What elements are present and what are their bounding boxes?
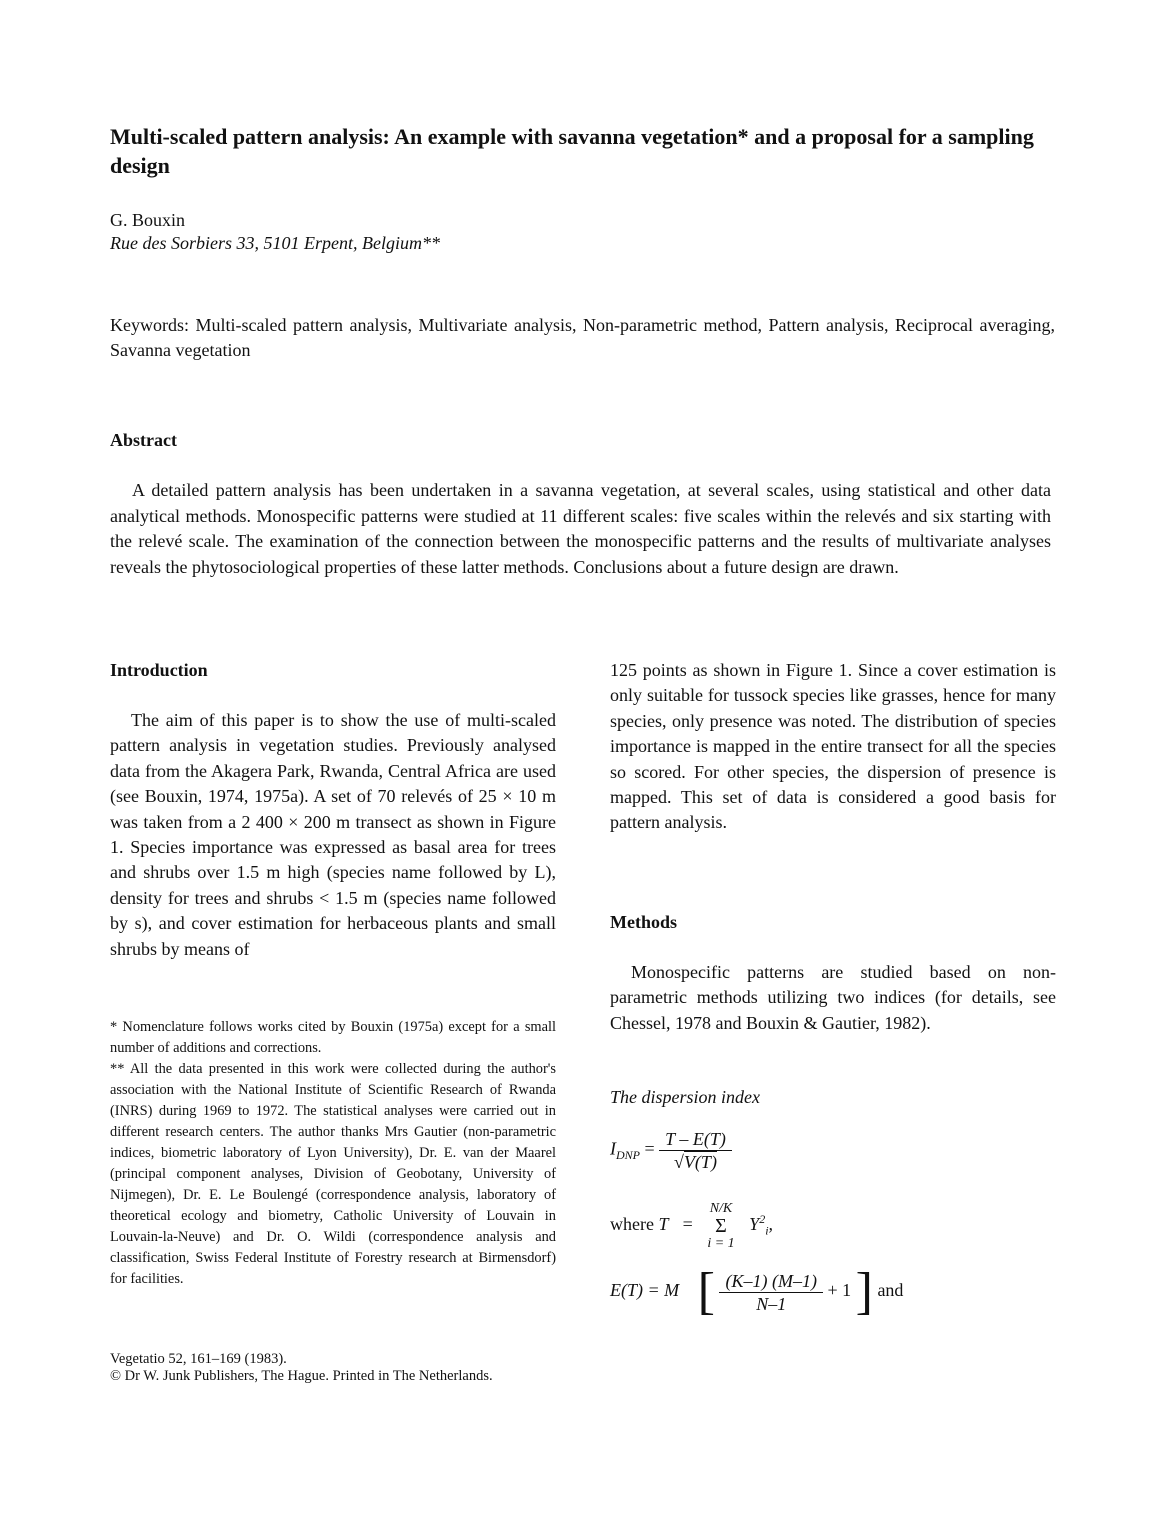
- eq3-denominator: N–1: [719, 1292, 822, 1315]
- author-affiliation: Rue des Sorbiers 33, 5101 Erpent, Belgium**: [110, 233, 440, 253]
- equation-expected-T: [610, 1263, 904, 1320]
- eq2-sum-upper: N/K: [709, 1201, 733, 1216]
- equation-dispersion-index: [610, 1128, 732, 1173]
- eq1-denominator: [659, 1150, 732, 1173]
- methods-text: Monospecific patterns are studied based on non-parametric methods utilizing two indices (for details, see Chessel, 1978 and Bouxin & Gautier, 1982).: [610, 962, 1056, 1033]
- methods-heading: Methods: [610, 912, 677, 932]
- journal-citation: Vegetatio 52, 161–169 (1983).: [110, 1351, 287, 1367]
- introduction-continuation: 125 points as shown in Figure 1. Since a cover estimation is only suitable for tussock species like grasses, hence for many species, only presence was noted. The distribution of species importance is mapped in the entire transect for all the species so scored. For other species, the dispersion of presence is mapped. This set of data is considered a good basis for pattern analysis.: [610, 660, 1056, 833]
- square-root-icon: √: [674, 1152, 684, 1172]
- eq1-denominator-value: V(T): [683, 1152, 717, 1172]
- footnote-nomenclature: * Nomenclature follows works cited by Bouxin (1975a) except for a small number of additions and corrections.: [110, 1019, 556, 1056]
- eq2-where: where: [610, 1214, 654, 1235]
- footnotes: [110, 1017, 556, 1290]
- keywords: Keywords: Multi-scaled pattern analysis, Multivariate analysis, Non-parametric method, Pattern analysis, Reciprocal averaging, Savanna vegetation: [110, 315, 1055, 360]
- paper-title: Multi-scaled pattern analysis: An example with savanna vegetation* and a proposal for a sampling design: [110, 124, 1034, 178]
- eq2-term: Y: [749, 1214, 760, 1235]
- eq3-plus-one: + 1: [827, 1280, 852, 1301]
- eq3-numerator: (K–1) (M–1): [725, 1270, 817, 1291]
- eq3-lhs: E(T) = M: [610, 1280, 680, 1301]
- eq2-tail: ,: [768, 1214, 774, 1235]
- eq1-lhs-subscript: DNP: [616, 1148, 640, 1163]
- eq3-fraction: [719, 1270, 822, 1315]
- eq2-summation: [707, 1200, 734, 1252]
- introduction-heading: Introduction: [110, 660, 208, 680]
- author-name: G. Bouxin: [110, 210, 186, 230]
- right-bracket-icon: ]: [855, 1263, 873, 1320]
- equation-T: [610, 1200, 773, 1252]
- abstract-heading: Abstract: [110, 430, 177, 450]
- abstract-text: A detailed pattern analysis has been undertaken in a savanna vegetation, at several scales, using statistical and other data analytical methods. Monospecific patterns were studied at 11 different scales: five scales within the relevés and six starting with the relevé scale. The examination of the connection between the monospecific patterns and the results of multivariate analyses reveals the phytosociological properties of these latter methods. Conclusions about a future design are drawn.: [110, 480, 1051, 577]
- eq1-numerator: T – E(T): [665, 1129, 726, 1149]
- eq3-tail: and: [877, 1280, 904, 1301]
- journal-info: [110, 1351, 493, 1385]
- eq2-term-subscript: i: [765, 1223, 769, 1238]
- eq2-term-superscript: 2: [759, 1212, 766, 1227]
- summation-icon: Σ: [715, 1215, 727, 1237]
- eq2-sum-lower: i = 1: [707, 1236, 735, 1251]
- left-bracket-icon: [: [697, 1263, 715, 1320]
- eq1-equals: =: [644, 1138, 655, 1159]
- eq1-lhs: I: [610, 1138, 616, 1159]
- copyright-line: © Dr W. Junk Publishers, The Hague. Printed in The Netherlands.: [110, 1368, 493, 1384]
- eq2-equals: =: [682, 1214, 693, 1235]
- eq2-T: T: [658, 1214, 669, 1235]
- introduction-text: The aim of this paper is to show the use of multi-scaled pattern analysis in vegetation studies. Previously analysed data from the Akagera Park, Rwanda, Central Africa are used (see Bouxin, 1974, 1975a). A set of 70 relevés of 25 × 10 m was taken from a 2 400 × 200 m transect as shown in Figure 1. Species importance was expressed as basal area for trees and shrubs over 1.5 m high (species name followed by L), density for trees and shrubs < 1.5 m (species name followed by s), and cover estimation for herbaceous plants and small shrubs by means of: [110, 710, 556, 959]
- eq1-fraction: [659, 1128, 732, 1173]
- footnote-acknowledgements: ** All the data presented in this work were collected during the author's association with the National Institute of Scientific Research of Rwanda (INRS) during 1969 to 1972. The statistical analyses were carried out in different research centers. The author thanks Mrs Gautier (non-parametric indices, biometric laboratory of Lyon University), Dr. E. van der Maarel (principal component analyses, Division of Geobotany, University of Nijmegen), Dr. E. Le Boulengé (correspondence analysis, laboratory of theoretical ecology and biometry, Catholic University of Louvain in Louvain-la-Neuve) and Dr. O. Wildi (correspondence analysis and classification, Swiss Federal Institute of Forestry research at Birmensdorf) for facilities.: [110, 1061, 556, 1287]
- dispersion-index-subheading: The dispersion index: [610, 1087, 760, 1107]
